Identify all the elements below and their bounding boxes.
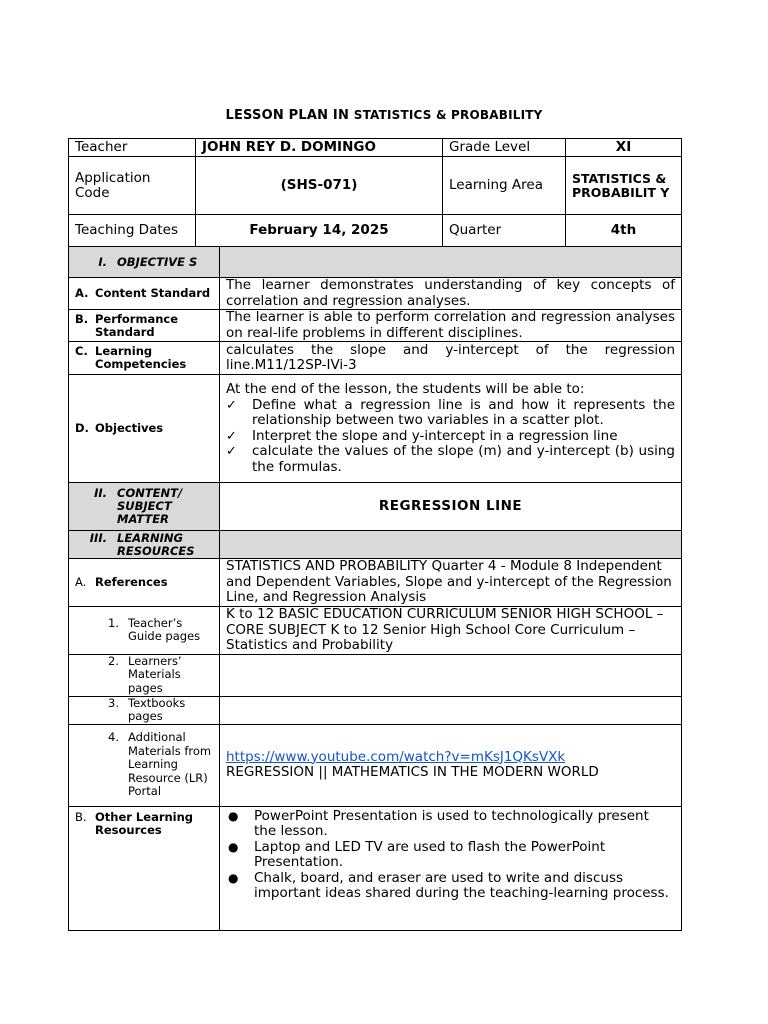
list-item: ✓ calculate the values of the slope (m) and y-intercept (b) using the formulas. (226, 443, 675, 475)
section-number: III. (89, 530, 107, 545)
other-resources-label: Other Learning Resources (95, 809, 194, 837)
bullet-icon: ● (228, 808, 239, 823)
resources-section-blank (220, 531, 682, 559)
competencies-label: Learning Competencies (95, 344, 187, 371)
row-letter: A. (75, 575, 87, 589)
row-letter: C. (75, 344, 88, 358)
objectives-label: Objectives (95, 421, 164, 435)
content-standard-label: Content Standard (95, 286, 211, 300)
content-standard-row (69, 278, 682, 310)
teaching-dates-value: February 14, 2025 (196, 215, 443, 247)
resources-section-row (69, 531, 682, 559)
content-section-row (69, 483, 682, 531)
list-item: ● Laptop and LED TV are used to flash the PowerPoint Presentation. (228, 838, 606, 870)
header-table (68, 138, 682, 247)
other-resources-content (220, 806, 682, 930)
textbooks-label: Textbooks pages (128, 695, 186, 723)
objectives-content (220, 375, 682, 483)
item-number: 1. (108, 615, 119, 630)
additional-materials-content (220, 724, 682, 806)
objectives-section-row (69, 247, 682, 278)
section-label: LEARNING RESOURCES (117, 530, 195, 558)
application-code-label: Application Code (69, 157, 196, 215)
references-value: STATISTICS AND PROBABILITY Quarter 4 - Module 8 Independent and Dependent Variables, Slope and y-intercept of the Regression Line, and Regression Analysis (220, 559, 682, 607)
references-row (69, 559, 682, 607)
list-item: ✓ Interpret the slope and y-intercept in a regression line (226, 427, 618, 444)
performance-standard-label: Performance Standard (95, 311, 179, 339)
additional-materials-label: Additional Materials from Learning Resource (LR) Portal (128, 730, 212, 799)
teacher-label: Teacher (69, 139, 196, 157)
learners-materials-row (69, 654, 682, 696)
item-number: 4. (108, 730, 119, 745)
objectives-section-blank (220, 247, 682, 278)
learning-area-label: Learning Area (443, 157, 566, 215)
check-icon: ✓ (226, 397, 237, 413)
teachers-guide-row (69, 607, 682, 655)
application-code-value: (SHS-071) (196, 157, 443, 215)
row-letter: B. (75, 311, 89, 326)
objectives-intro: At the end of the lesson, the students will be able to: (226, 381, 585, 397)
textbooks-value (220, 696, 682, 724)
other-resources-row (69, 806, 682, 930)
teacher-value: JOHN REY D. DOMINGO (196, 139, 443, 157)
item-number: 3. (108, 695, 119, 710)
objectives-list (226, 398, 675, 476)
list-item: ✓ Define what a regression line is and how it represents the relationship between two variables in a scatter plot. (226, 396, 675, 428)
row-letter: B. (75, 809, 87, 824)
teachers-guide-label: Teacher’s Guide pages (128, 615, 201, 644)
title-subject: STATISTICS & PROBABILITY (353, 108, 543, 122)
section-number: II. (94, 486, 107, 500)
check-icon: ✓ (226, 428, 237, 444)
lesson-plan-table (68, 246, 682, 931)
list-item: ● Chalk, board, and eraser are used to write and discuss important ideas shared during the teaching-learning process. (228, 869, 669, 901)
grade-level-value: XI (566, 139, 682, 157)
content-standard-value: The learner demonstrates understanding of key concepts of correlation and regression analyses. (220, 278, 682, 310)
references-label: References (95, 575, 168, 589)
row-letter: D. (75, 421, 89, 435)
learners-materials-label: Learners’ Materials pages (128, 653, 182, 695)
section-label: CONTENT/ SUBJECT MATTER (117, 486, 183, 526)
objectives-row (69, 375, 682, 483)
section-label: OBJECTIVE S (117, 254, 198, 269)
learning-area-value: STATISTICS & PROBABILIT Y (566, 157, 682, 215)
textbooks-row (69, 696, 682, 724)
title-main: LESSON PLAN IN (225, 108, 350, 123)
item-number: 2. (108, 653, 119, 668)
teachers-guide-value: K to 12 BASIC EDUCATION CURRICULUM SENIOR HIGH SCHOOL – CORE SUBJECT K to 12 Senior High School Core Curriculum – Statistics and Probability (220, 607, 682, 655)
performance-standard-value: The learner is able to perform correlation and regression analyses on real-life problems in different disciplines. (220, 310, 682, 342)
list-item: ● PowerPoint Presentation is used to technologically present the lesson. (228, 807, 649, 839)
performance-standard-row (69, 310, 682, 342)
document-title (0, 108, 768, 123)
other-resources-list (226, 809, 675, 902)
additional-materials-value: REGRESSION || MATHEMATICS IN THE MODERN WORLD (226, 764, 599, 780)
check-icon: ✓ (226, 444, 237, 459)
objectives-section-header (69, 247, 220, 278)
bullet-icon: ● (228, 839, 239, 854)
competencies-row (69, 342, 682, 375)
learners-materials-value (220, 654, 682, 696)
quarter-label: Quarter (443, 215, 566, 247)
quarter-value: 4th (566, 215, 682, 247)
teaching-dates-label: Teaching Dates (69, 215, 196, 247)
competencies-value: calculates the slope and y-intercept of the regression line.M11/12SP-IVi-3 (220, 342, 682, 375)
youtube-link[interactable]: https://www.youtube.com/watch?v=mKsJ1QKsVXk (226, 748, 566, 765)
bullet-icon: ● (228, 870, 239, 885)
section-number: I. (98, 254, 107, 269)
row-letter: A. (75, 286, 89, 300)
grade-level-label: Grade Level (443, 139, 566, 157)
additional-materials-row (69, 724, 682, 806)
content-value: REGRESSION LINE (220, 483, 682, 531)
